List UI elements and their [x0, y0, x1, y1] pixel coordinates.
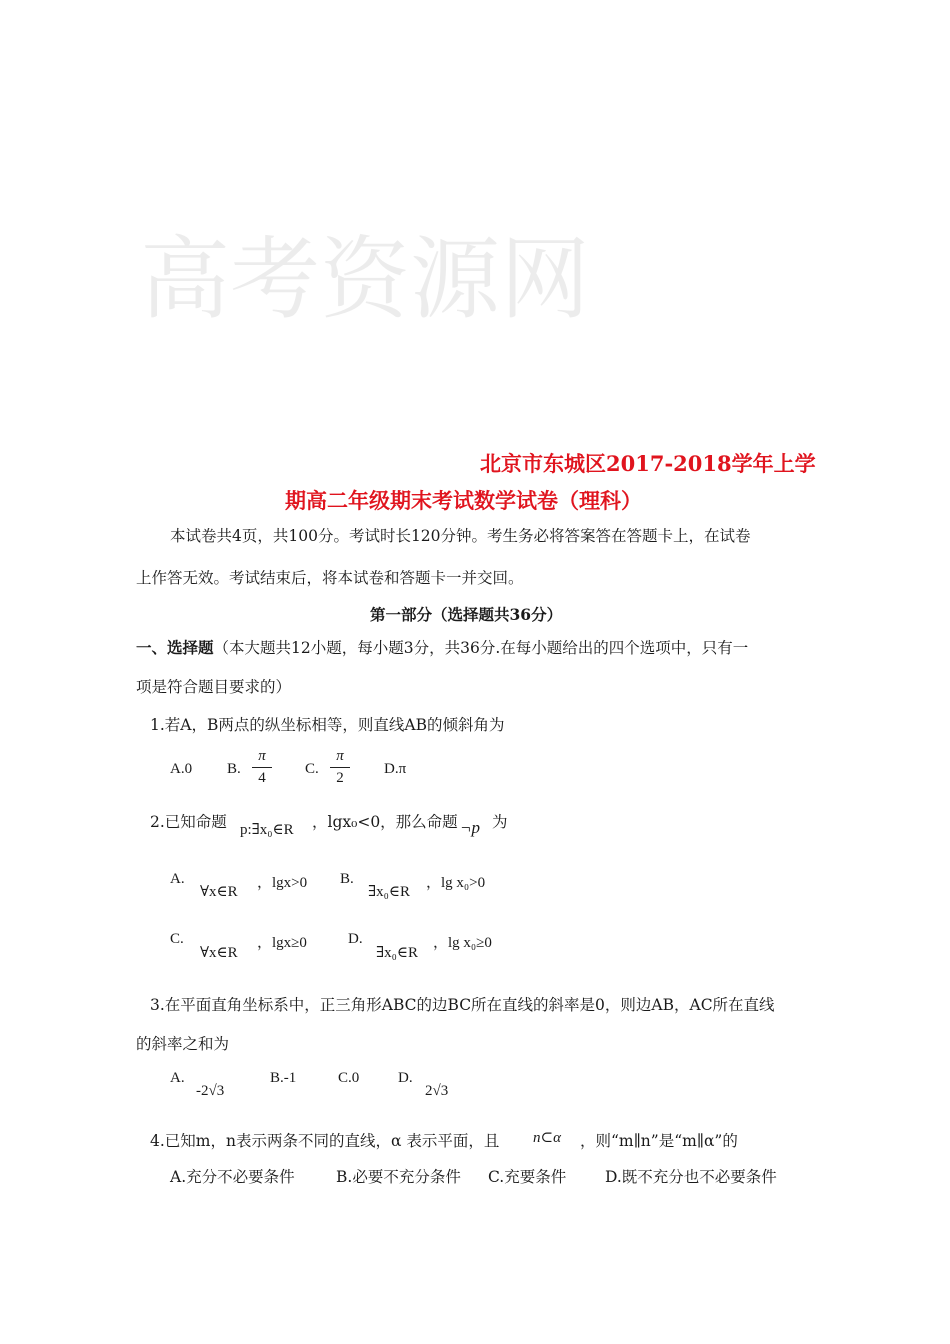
intro-line2: 上作答无效。考试结束后，将本试卷和答题卡一并交回。	[136, 569, 524, 587]
section-label: 一、选择题	[136, 638, 214, 657]
q2-stem-end: 为	[492, 813, 508, 831]
q1-option-b-fraction	[252, 748, 272, 787]
q4-option-d: D.既不充分也不必要条件	[605, 1168, 777, 1186]
fraction-bar	[330, 767, 350, 768]
q1-option-c-fraction	[330, 748, 350, 787]
section-desc-line2: 项是符合题目要求的）	[136, 678, 292, 696]
q2-option-a-formula: ∀x∈R	[200, 884, 238, 900]
q2-stem-mid: ，lgx₀<0，那么命题	[312, 813, 458, 831]
q2-option-c-formula: ∀x∈R	[200, 945, 238, 961]
q1-option-d: D.π	[384, 761, 407, 777]
q4-stem-formula: n⊂α	[533, 1130, 561, 1146]
q2-option-b-formula: ∃x₀∈R	[368, 884, 410, 900]
q3-option-d-formula: 2√3	[425, 1083, 449, 1099]
q2-option-d-formula: ∃x₀∈R	[376, 945, 418, 961]
q2-stem-start: 2.已知命题	[150, 813, 227, 831]
q4-stem-end: ，则“m∥n”是“m∥α”的	[580, 1132, 738, 1150]
q2-option-c-rest: ，lgx≥0	[257, 935, 307, 951]
q1-stem: 1.若A，B两点的纵坐标相等，则直线AB的倾斜角为	[150, 716, 505, 734]
q3-option-b: B.-1	[270, 1070, 297, 1086]
q1-c-numerator: π	[336, 748, 344, 764]
intro-line1: 本试卷共4页，共100分。考试时长120分钟。考生务必将答案答在答题卡上，在试卷	[170, 527, 751, 545]
q3-option-a-formula: -2√3	[196, 1083, 225, 1099]
q2-option-d-rest: ，lg x₀≥0	[433, 935, 492, 951]
exam-title-line2: 期高二年级期末考试数学试卷（理科）	[285, 488, 642, 513]
q3-option-a-label: A.	[170, 1070, 185, 1086]
q2-option-c-label: C.	[170, 931, 184, 947]
q2-option-d-label: D.	[348, 931, 363, 947]
q1-option-b-label: B.	[227, 761, 241, 777]
section-intro	[136, 636, 748, 658]
q2-stem-formula: p:∃x₀∈R	[240, 822, 294, 838]
q3-stem-line2: 的斜率之和为	[136, 1035, 230, 1053]
q3-option-d-label: D.	[398, 1070, 413, 1086]
q1-option-a: A.0	[170, 761, 193, 777]
q1-b-numerator: π	[258, 748, 266, 764]
q4-option-c: C.充要条件	[488, 1168, 567, 1186]
part-header: 第一部分（选择题共36分）	[370, 605, 563, 624]
q4-option-a: A.充分不必要条件	[170, 1168, 295, 1186]
q2-option-b-label: B.	[340, 871, 354, 887]
fraction-bar	[252, 767, 272, 768]
q2-option-b-rest: ，lg x₀>0	[426, 875, 486, 891]
q3-option-c: C.0	[338, 1070, 360, 1086]
q2-option-a-label: A.	[170, 871, 185, 887]
q4-stem-start: 4.已知m，n表示两条不同的直线，α 表示平面，且	[150, 1132, 500, 1150]
watermark-text: 高考资源网	[140, 227, 590, 332]
q2-neg-p: ¬p	[460, 818, 480, 837]
watermark-logo	[140, 160, 590, 360]
q1-c-denominator: 2	[336, 770, 344, 786]
q2-option-a-rest: ，lgx>0	[257, 875, 308, 891]
q1-option-c-label: C.	[305, 761, 319, 777]
q1-b-denominator: 4	[258, 770, 266, 786]
q3-stem-line1: 3.在平面直角坐标系中，正三角形ABC的边BC所在直线的斜率是0，则边AB，AC所在直线	[150, 996, 775, 1014]
exam-title-line1: 北京市东城区2017-2018学年上学	[480, 451, 816, 476]
q4-option-b: B.必要不充分条件	[336, 1168, 461, 1186]
section-desc: （本大题共12小题，每小题3分，共36分.在每小题给出的四个选项中，只有一	[213, 639, 749, 657]
